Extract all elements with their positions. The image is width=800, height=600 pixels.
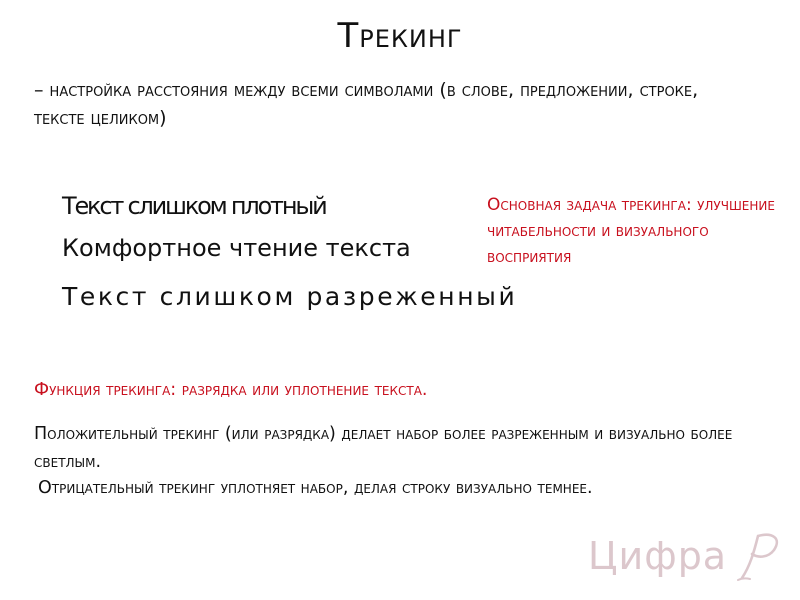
script-letter-p-icon bbox=[728, 528, 784, 584]
tracking-goal-note: Основная задача трекинга: улучшение читабельности и визуального восприятия bbox=[487, 195, 775, 267]
logo bbox=[588, 528, 788, 584]
negative-tracking-text: Отрицательный трекинг уплотняет набор, делая строку визуально темнее. bbox=[38, 478, 593, 498]
example-normal-tracking: Комфортное чтение текста bbox=[62, 234, 411, 262]
positive-tracking-text: Положительный трекинг (или разрядка) делает набор более разреженным и визуально более светлым. bbox=[34, 424, 733, 472]
example-loose-tracking: Текст слишком разреженный bbox=[62, 282, 518, 311]
logo-text: Цифра bbox=[588, 534, 728, 578]
definition-text: – настройка расстояния между всеми символами (в слове, предложении, строке, тексте целиком) bbox=[34, 79, 699, 129]
tracking-function-heading: Функция трекинга: разрядка или уплотнение текста. bbox=[34, 380, 428, 400]
slide-title: Трекинг bbox=[337, 16, 463, 56]
example-tight-tracking: Текст слишком плотный bbox=[62, 192, 326, 220]
